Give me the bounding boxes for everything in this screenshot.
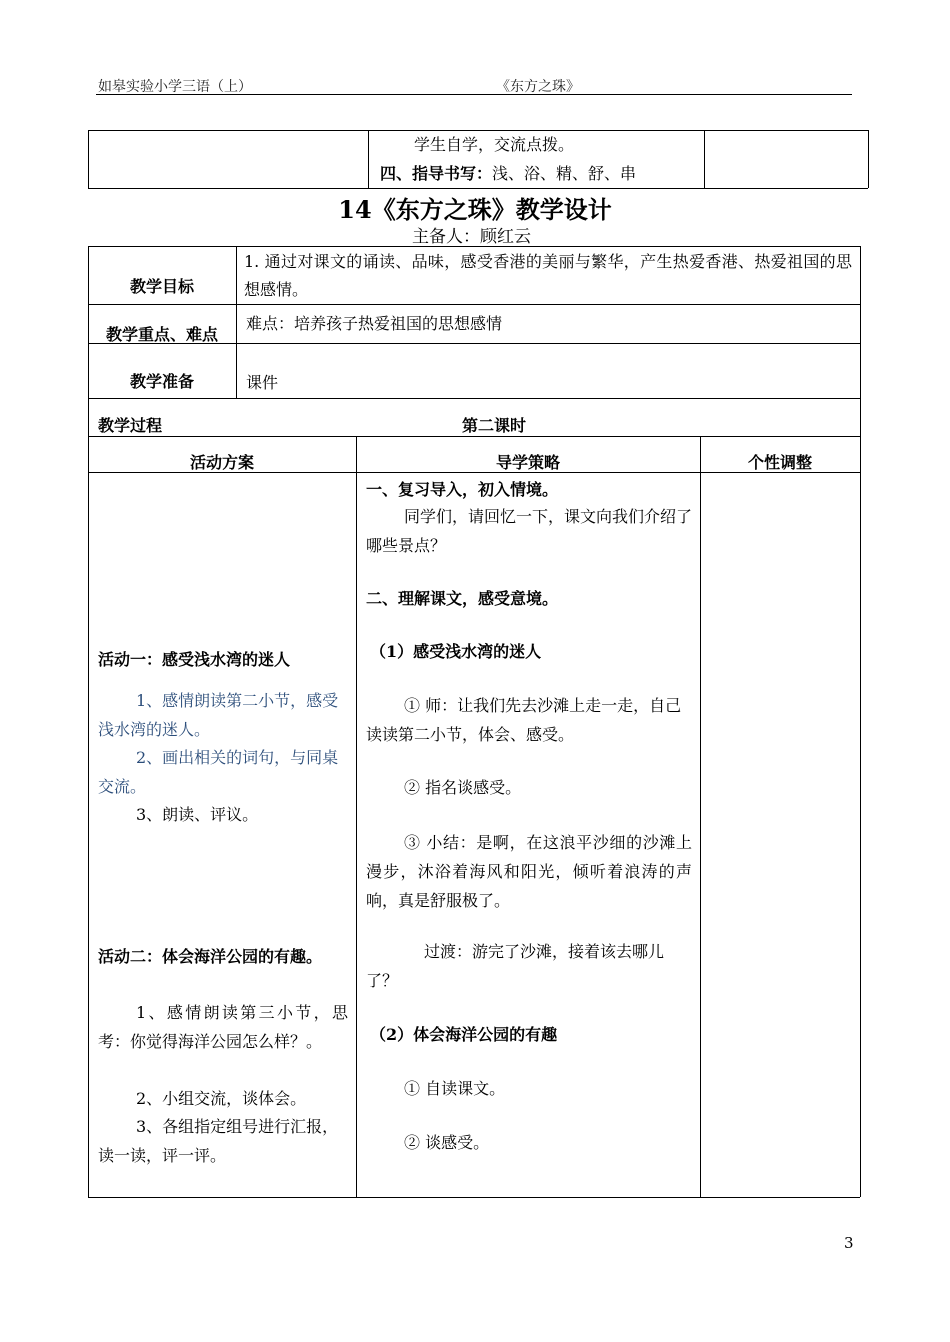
strategy-step-1: 一、复习导入，初入情境。: [366, 480, 559, 499]
top-table-line1: 学生自学，交流点拨。: [414, 135, 575, 154]
activity-2-item-3: 3、各组指定组号进行汇报，读一读，评一评。: [98, 1117, 339, 1165]
strategy-item-5: ② 谈感受。: [404, 1133, 490, 1152]
activity-2-item-2: 2、小组交流，谈体会。: [136, 1089, 307, 1108]
table-border: [860, 246, 861, 1197]
column-header-activities: 活动方案: [189, 453, 254, 472]
page-title: 14《东方之珠》教学设计: [338, 195, 612, 224]
strategy-item-2: ② 指名谈感受。: [404, 778, 522, 797]
table-border: [88, 304, 860, 305]
focus-value: 难点：培养孩子热爱祖国的思想感情: [246, 314, 503, 333]
strategy-text-1: 同学们，请回忆一下，课文向我们介绍了哪些景点？: [366, 507, 693, 555]
table-border: [88, 1197, 860, 1198]
page-number: 3: [844, 1234, 854, 1252]
activity-1-item-1: 1、感情朗读第二小节，感受浅水湾的迷人。: [98, 691, 339, 739]
activity-1-title: 活动一：感受浅水湾的迷人: [98, 650, 291, 669]
preparer: 主备人：顾红云: [412, 227, 531, 247]
focus-label: 教学重点、难点: [105, 325, 218, 344]
column-header-strategy: 导学策略: [495, 453, 560, 472]
strategy-item-4: ① 自读课文。: [404, 1079, 506, 1098]
top-table-border: [368, 130, 369, 188]
top-table-border: [88, 188, 868, 189]
column-header-adjustment: 个性调整: [747, 453, 812, 472]
table-border: [236, 246, 237, 398]
strategy-item-3: ③ 小结：是啊，在这浪平沙细的沙滩上漫步，沐浴着海风和阳光，倾听着浪涛的声响，真是舒服极了。: [366, 833, 692, 910]
top-table-line2: [380, 159, 636, 188]
activity-1-item-3: 3、朗读、评议。: [136, 805, 259, 824]
table-border: [88, 398, 860, 399]
table-border: [88, 436, 860, 437]
table-border: [700, 436, 701, 1197]
top-table-border: [704, 130, 705, 188]
header-rule: [96, 94, 852, 95]
preparation-value: 课件: [246, 373, 279, 392]
strategy-item-1: ① 师：让我们先去沙滩上走一走，自己读读第二小节，体会、感受。: [366, 696, 682, 744]
table-border: [88, 246, 860, 247]
activity-1-item-2: 2、画出相关的词句，与同桌交流。: [98, 748, 339, 796]
table-border: [356, 436, 357, 1197]
process-label: 教学过程: [98, 416, 163, 435]
top-table-border: [868, 130, 869, 188]
objective-value: 1. 通过对课文的诵读、品味，感受香港的美丽与繁华，产生热爱香港、热爱祖国的思想感情。: [244, 252, 852, 299]
objective-label: 教学目标: [129, 277, 194, 296]
activity-2-title: 活动二：体会海洋公园的有趣。: [98, 947, 323, 966]
period-label: 第二课时: [462, 416, 527, 435]
strategy-sub-1: （1）感受浅水湾的迷人: [370, 642, 542, 661]
strategy-sub-2: （2）体会海洋公园的有趣: [370, 1025, 558, 1044]
preparation-label: 教学准备: [129, 372, 194, 391]
header-center: 《东方之珠》: [496, 79, 580, 95]
strategy-step-2: 二、理解课文，感受意境。: [366, 589, 559, 608]
header-left: 如皋实验小学三语（上）: [98, 79, 252, 95]
writing-guide-label: 四、指导书写：: [380, 164, 493, 183]
activity-2-item-1: 1、感情朗读第三小节，思考：你觉得海洋公园怎么样？。: [98, 1003, 348, 1051]
top-table-border: [88, 130, 89, 188]
strategy-transition: 过渡：游完了沙滩，接着该去哪儿了？: [366, 942, 665, 990]
writing-guide-chars: 浅、浴、精、舒、串: [492, 164, 637, 183]
